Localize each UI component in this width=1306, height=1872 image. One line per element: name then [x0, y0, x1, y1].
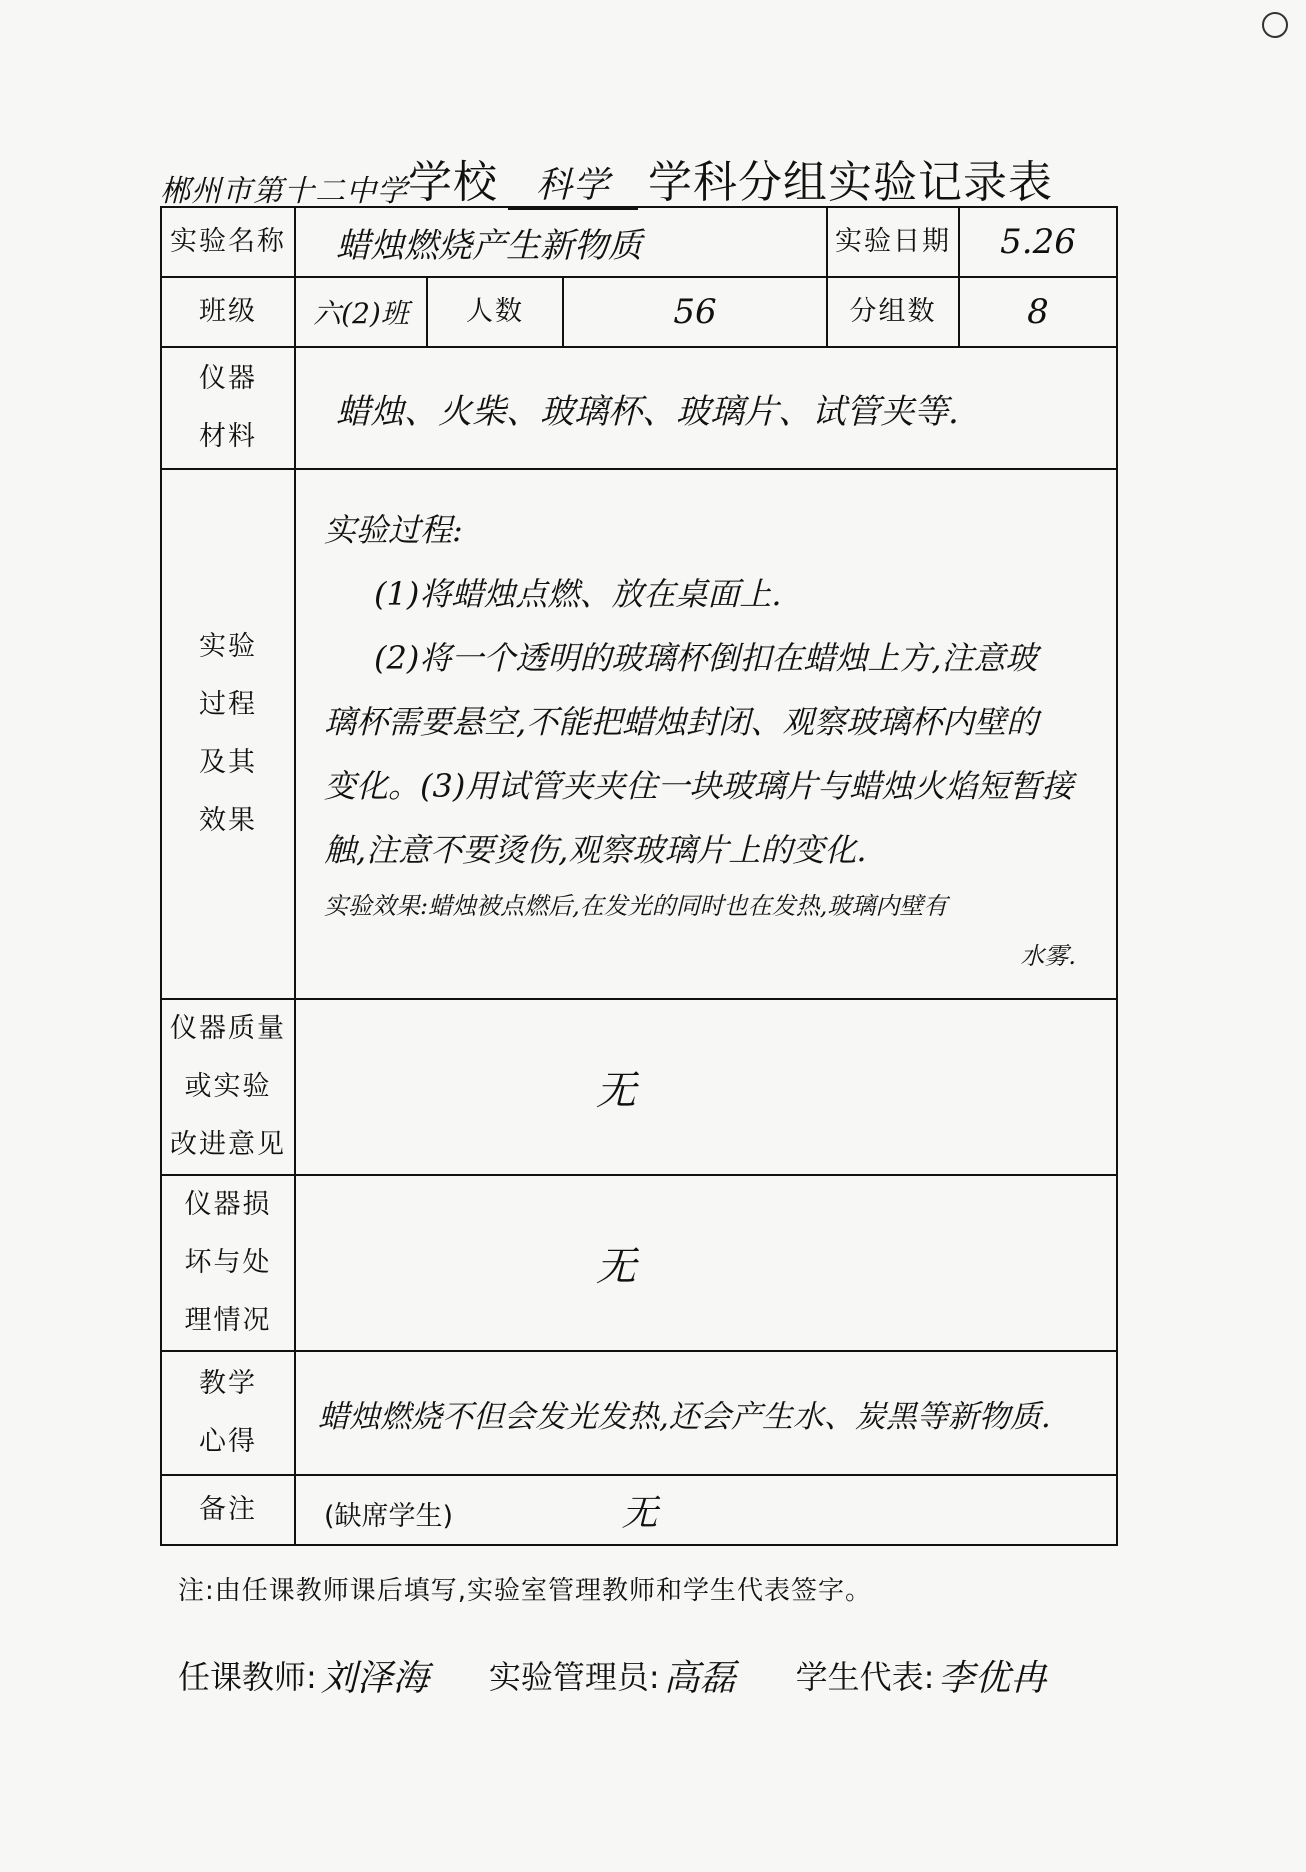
group-count-value: 8	[959, 277, 1117, 347]
damage-label-line: 仪器损	[184, 1189, 272, 1220]
class-label: 班级	[161, 277, 295, 347]
damage-value: 无	[295, 1175, 1117, 1351]
process-value	[295, 469, 1117, 999]
row-remark	[161, 1475, 1117, 1545]
process-effect: 实验效果:蜡烛被点燃后,在发光的同时也在发热,玻璃内壁有	[324, 892, 948, 920]
row-class	[161, 277, 1117, 347]
process-heading: 实验过程:	[324, 511, 463, 549]
quality-label	[161, 999, 295, 1175]
remark-hint: (缺席学生)	[324, 1500, 454, 1532]
sheet-title	[160, 140, 1060, 210]
process-step-2a: (2)将一个透明的玻璃杯倒扣在蜡烛上方,注意玻	[374, 639, 1038, 677]
materials-label-line: 仪器	[199, 363, 257, 394]
reflection-label	[161, 1351, 295, 1475]
signature-row	[178, 1640, 1138, 1710]
damage-label-line: 坏与处	[184, 1247, 272, 1278]
student-signature	[796, 1650, 1047, 1701]
process-label-line: 过程	[199, 689, 257, 720]
admin-name: 高磊	[663, 1657, 736, 1699]
student-name: 李优冉	[938, 1657, 1047, 1699]
experiment-name-value: 蜡烛燃烧产生新物质	[295, 207, 827, 277]
quality-label-line: 仪器质量	[170, 1013, 286, 1044]
student-label: 学生代表:	[795, 1658, 935, 1696]
process-step-3b: 触,注意不要烫伤,观察玻璃片上的变化.	[324, 831, 867, 869]
teacher-name: 刘泽海	[320, 1657, 429, 1699]
reflection-label-line: 教学	[199, 1368, 257, 1399]
group-count-label: 分组数	[827, 277, 959, 347]
corner-hole-mark	[1262, 12, 1288, 38]
process-label-line: 实验	[199, 631, 257, 662]
materials-label	[161, 347, 295, 469]
quality-label-line: 或实验	[184, 1071, 272, 1102]
quality-value: 无	[295, 999, 1117, 1175]
footer-note: 注:由任课教师课后填写,实验室管理教师和学生代表签字。	[178, 1576, 873, 1606]
remark-value	[295, 1475, 1117, 1545]
student-count-label: 人数	[427, 277, 563, 347]
subject-name: 科学	[508, 157, 638, 210]
experiment-date-value: 5.26	[959, 207, 1117, 277]
school-suffix: 学校	[408, 157, 498, 208]
process-label-line: 及其	[199, 747, 257, 778]
school-name: 郴州市第十二中学	[160, 174, 408, 209]
row-materials	[161, 347, 1117, 469]
remark-text: 无	[621, 1492, 658, 1534]
row-quality	[161, 999, 1117, 1175]
reflection-label-line: 心得	[199, 1426, 257, 1457]
materials-label-line: 材料	[199, 421, 257, 452]
class-value: 六(2)班	[295, 277, 427, 347]
experiment-date-label: 实验日期	[827, 207, 959, 277]
materials-value: 蜡烛、火柴、玻璃杯、玻璃片、试管夹等.	[295, 347, 1117, 469]
admin-label: 实验管理员:	[488, 1658, 660, 1696]
row-damage	[161, 1175, 1117, 1351]
teacher-signature	[178, 1650, 429, 1701]
row-process	[161, 469, 1117, 999]
process-label-line: 效果	[199, 805, 257, 836]
experiment-name-label: 实验名称	[161, 207, 295, 277]
remark-label: 备注	[161, 1475, 295, 1545]
damage-label-line: 理情况	[184, 1305, 272, 1336]
process-effect-end: 水雾.	[1020, 942, 1076, 970]
row-reflection	[161, 1351, 1117, 1475]
process-step-2b: 璃杯需要悬空,不能把蜡烛封闭、观察玻璃杯内壁的	[324, 703, 1039, 741]
quality-label-line: 改进意见	[170, 1129, 286, 1160]
admin-signature	[489, 1650, 736, 1701]
process-step-1: (1)将蜡烛点燃、放在桌面上.	[374, 575, 782, 613]
row-experiment-name	[161, 207, 1117, 277]
process-step-3a: (3)用试管夹夹住一块玻璃片与蜡烛火焰短暂接	[420, 767, 1074, 805]
process-step-2c: 变化。	[324, 767, 421, 805]
process-label	[161, 469, 295, 999]
title-heading: 学科分组实验记录表	[648, 157, 1053, 208]
student-count-value: 56	[563, 277, 827, 347]
teacher-label: 任课教师:	[178, 1658, 317, 1696]
damage-label	[161, 1175, 295, 1351]
record-table	[160, 206, 1118, 1546]
reflection-value: 蜡烛燃烧不但会发光发热,还会产生水、炭黑等新物质.	[295, 1351, 1117, 1475]
